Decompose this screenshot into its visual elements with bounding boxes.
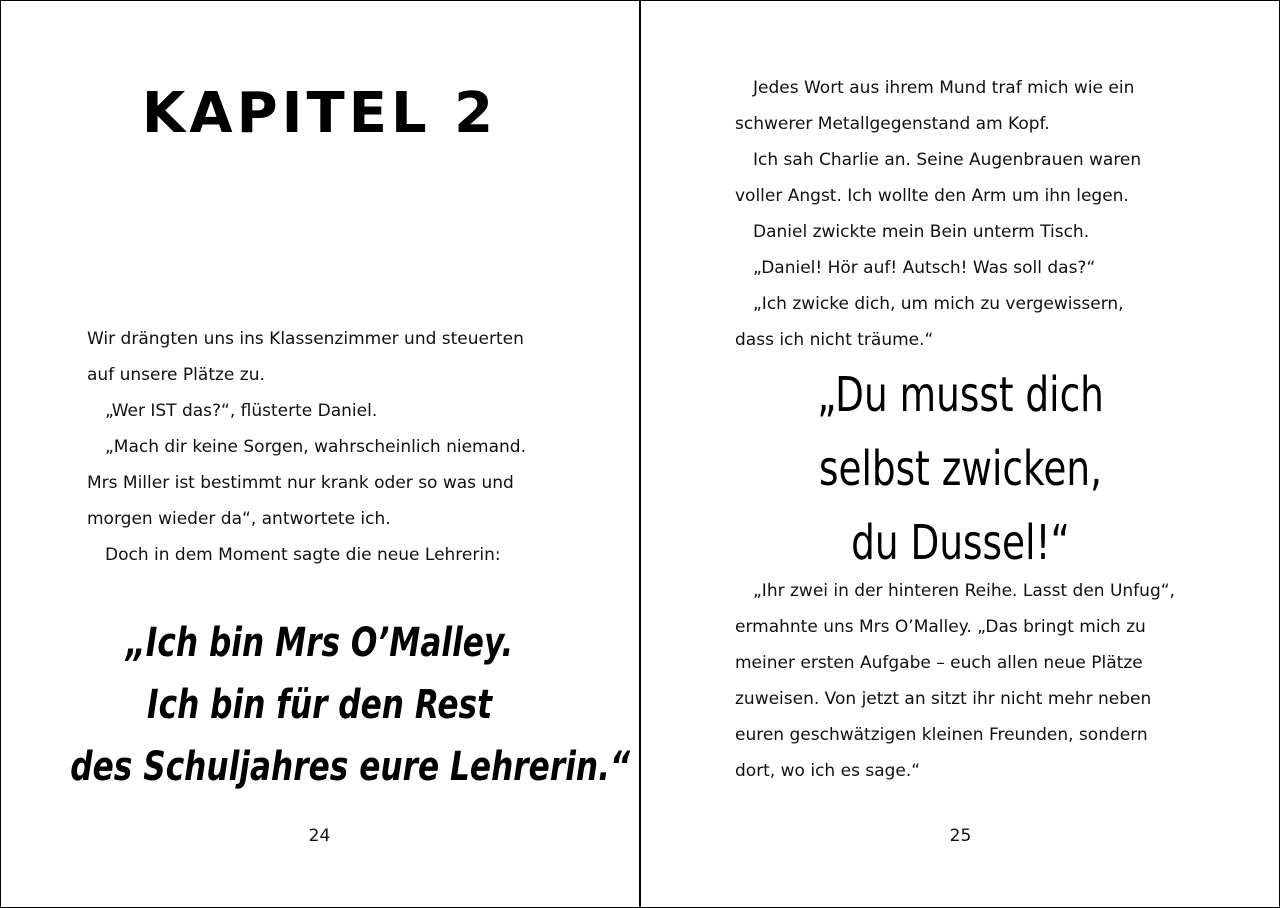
left-page [0,0,639,908]
text-line: dort, wo ich es sage.“ [735,761,921,781]
text-line: meiner ersten Aufgabe – euch allen neue Plätze [735,653,1143,673]
text-line: Ich sah Charlie an. Seine Augenbrauen waren [753,150,1142,170]
text-line: Doch in dem Moment sagte die neue Lehrerin: [105,545,501,565]
right-body-text-top [735,70,1141,358]
text-line: morgen wieder da“, antwortete ich. [87,509,391,529]
text-line: „Ihr zwei in der hinteren Reihe. Lasst den Unfug“, [753,581,1175,601]
page-number: 25 [949,826,972,846]
quote-line: selbst zwicken, [818,441,1103,497]
quote-line: „Du musst dich [817,367,1104,423]
chapter-title: KAPITEL 2 [141,81,498,146]
text-line: auf unsere Plätze zu. [87,365,265,385]
text-line: „Wer IST das?“, flüsterte Daniel. [105,401,378,421]
quote-line: du Dussel!“ [851,515,1070,571]
quote-line: des Schuljahres eure Lehrerin.“ [70,744,631,790]
text-line: Wir drängten uns ins Klassenzimmer und steuerten [87,329,524,349]
left-body-text [87,321,526,573]
text-line: zuweisen. Von jetzt an sitzt ihr nicht mehr neben [735,689,1152,709]
text-line: ermahnte uns Mrs O’Malley. „Das bringt mich zu [735,617,1146,637]
quote-line: „Ich bin Mrs O’Malley. [125,620,514,666]
text-line: schwerer Metallgegenstand am Kopf. [735,114,1050,134]
right-page [641,0,1280,908]
page-number: 24 [308,826,331,846]
pull-quote [711,358,1209,580]
pull-quote [70,612,631,798]
text-line: „Daniel! Hör auf! Autsch! Was soll das?“ [753,258,1096,278]
text-line: Mrs Miller ist bestimmt nur krank oder so was und [87,473,514,493]
text-line: euren geschwätzigen kleinen Freunden, sondern [735,725,1148,745]
text-line: „Mach dir keine Sorgen, wahrscheinlich niemand. [105,437,526,457]
text-line: voller Angst. Ich wollte den Arm um ihn legen. [735,186,1129,206]
text-line: Jedes Wort aus ihrem Mund traf mich wie ein [753,78,1135,98]
quote-line: Ich bin für den Rest [146,682,493,728]
text-line: „Ich zwicke dich, um mich zu vergewissern, [753,294,1124,314]
text-line: dass ich nicht träume.“ [735,330,934,350]
right-body-text-bottom [735,573,1175,789]
text-line: Daniel zwickte mein Bein unterm Tisch. [753,222,1090,242]
